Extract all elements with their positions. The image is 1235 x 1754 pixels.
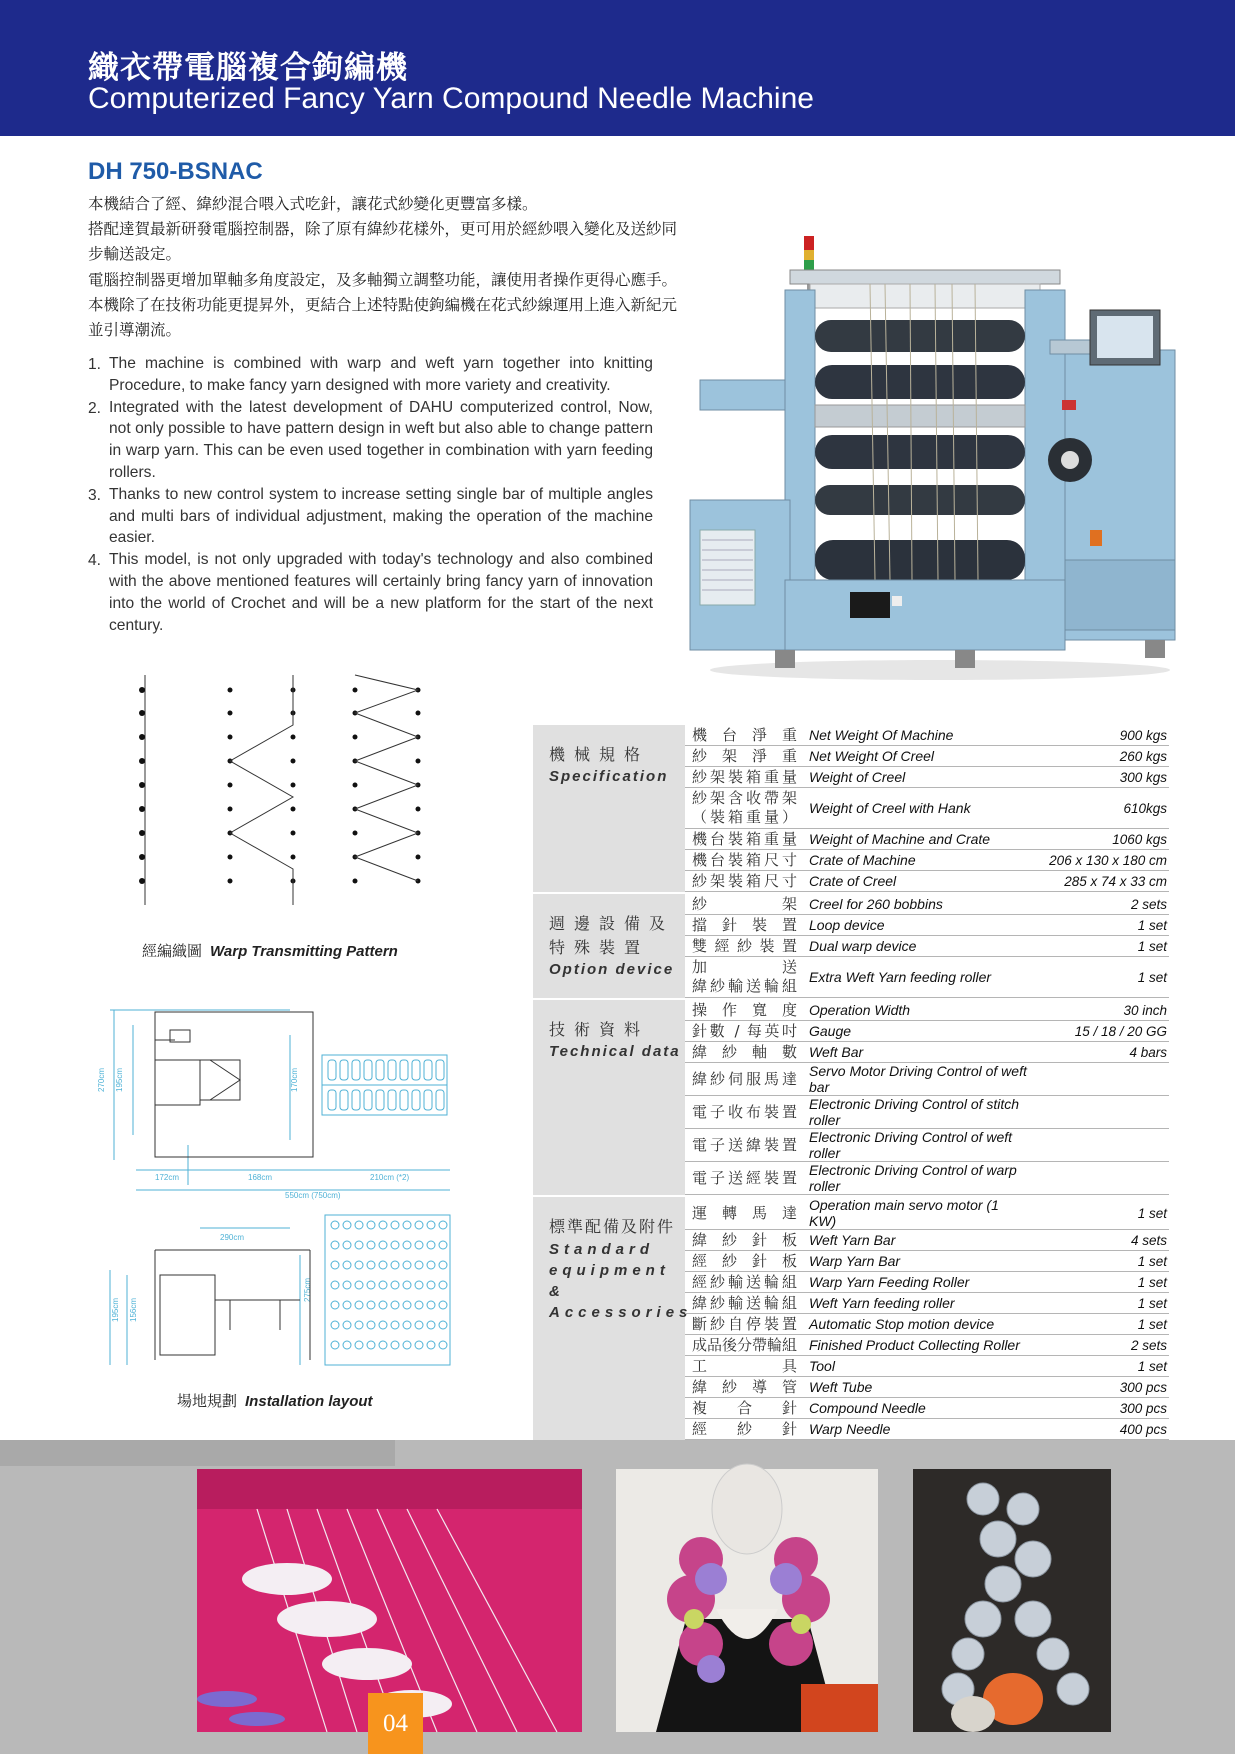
spec-row: 經紗針板 Warp Yarn Bar 1 set xyxy=(685,1251,1169,1272)
spec-category-option xyxy=(533,894,1169,1000)
spec-row: 紗架淨重 Net Weight Of Creel 260 kgs xyxy=(685,746,1169,767)
scarf-yarn-photo xyxy=(913,1469,1111,1732)
spec-row: 擋針裝置 Loop device 1 set xyxy=(685,915,1169,936)
spec-row: 緯紗輸送輪組 Weft Yarn feeding roller 1 set xyxy=(685,1293,1169,1314)
svg-text:156cm: 156cm xyxy=(129,1297,138,1322)
spec-row: 運轉馬達 Operation main servo motor (1 KW) 1 set xyxy=(685,1197,1169,1230)
category-en: Technical data xyxy=(549,1043,681,1060)
spec-row: 機台裝箱尺寸 Crate of Machine 206 x 130 x 180 cm xyxy=(685,850,1169,871)
svg-text:195cm: 195cm xyxy=(111,1297,120,1322)
intro-line: 本機除了在技術功能更提昇外，更結合上述特點使鉤編機在花式紗線運用上進入新紀元 xyxy=(88,295,678,314)
spec-row: 斷紗自停裝置 Automatic Stop motion device 1 set xyxy=(685,1314,1169,1335)
intro-line: 並引導潮流。 xyxy=(88,321,182,340)
spec-row: 緯紗導管 Weft Tube 300 pcs xyxy=(685,1377,1169,1398)
spec-row: 緯紗針板 Weft Yarn Bar 4 sets xyxy=(685,1230,1169,1251)
spec-row: 機台裝箱重量 Weight of Machine and Crate 1060 kgs xyxy=(685,829,1169,850)
model-number: DH 750-BSNAC xyxy=(88,158,263,185)
category-zh: 週邊設備及特殊裝置 xyxy=(549,914,675,957)
pattern-caption: 經編織圖 Warp Transmitting Pattern xyxy=(142,942,398,960)
spec-row: 經紗針 Warp Needle 400 pcs xyxy=(685,1419,1169,1440)
intro-line: 電腦控制器更增加單軸多角度設定，及多軸獨立調整功能，讓使用者操作更得心應手。 xyxy=(88,270,678,289)
svg-text:168cm: 168cm xyxy=(248,1173,273,1182)
category-zh: 機械規格 xyxy=(549,745,650,764)
feature-list xyxy=(88,353,653,636)
category-zh: 標準配備及附件 xyxy=(549,1217,676,1236)
svg-text:172cm: 172cm xyxy=(155,1173,180,1182)
spec-table xyxy=(533,725,1169,1463)
feature-item: 1. The machine is combined with warp and weft yarn together into knitting Procedure, to make fancy yarn designed with more variety and creativity. xyxy=(88,355,653,394)
dim-label: 270cm xyxy=(97,1067,106,1092)
svg-text:275cm: 275cm xyxy=(303,1277,312,1302)
svg-text:290cm: 290cm xyxy=(220,1233,245,1242)
spec-row: 成品後分帶輪組 Finished Product Collecting Roller 2 sets xyxy=(685,1335,1169,1356)
spec-row: 緯紗伺服馬達 Servo Motor Driving Control of weft bar xyxy=(685,1063,1169,1096)
scarf-mannequin-photo xyxy=(616,1469,878,1732)
spec-row: 雙經紗裝置 Dual warp device 1 set xyxy=(685,936,1169,957)
svg-text:195cm: 195cm xyxy=(115,1067,124,1092)
category-en: Specification xyxy=(549,768,669,785)
spec-category-standard xyxy=(533,1197,1169,1463)
category-en: Standard equipment & Accessories xyxy=(549,1241,693,1321)
spec-row: 加送 緯紗輸送輪組 Extra Weft Yarn feeding roller 1 set xyxy=(685,957,1169,998)
spec-row: 電子送緯裝置 Electronic Driving Control of weft roller xyxy=(685,1129,1169,1162)
feature-item: 3. Thanks to new control system to increase setting single bar of multiple angles and multi bars of individual adjustment, making the operation of the machine easier. xyxy=(88,485,653,547)
spec-row: 紗架含收帶架 （裝箱重量） Weight of Creel with Hank 610kgs xyxy=(685,788,1169,829)
spec-row: 工具 Tool 1 set xyxy=(685,1356,1169,1377)
warp-pattern-diagram xyxy=(110,665,440,915)
page-number-badge: 04 xyxy=(368,1693,423,1754)
spec-row: 緯紗軸數 Weft Bar 4 bars xyxy=(685,1042,1169,1063)
installation-layout-diagram xyxy=(97,1000,460,1375)
spec-row: 電子送經裝置 Electronic Driving Control of warp roller xyxy=(685,1162,1169,1195)
feature-item: 2. Integrated with the latest development of DAHU computerized control, Now, not only possible to have pattern design in weft but also able to change pattern in warp yarn. This can be even used together in combination with yarn feeding rollers. xyxy=(88,398,653,481)
svg-text:550cm (750cm): 550cm (750cm) xyxy=(285,1191,341,1200)
spec-category-specification xyxy=(533,725,1169,894)
spec-row: 針數 / 每英吋 Gauge 15 / 18 / 20 GG xyxy=(685,1021,1169,1042)
machine-photo xyxy=(690,230,1190,685)
intro-line: 搭配達賀最新研發電腦控制器，除了原有緯紗花樣外，更可用於經紗喂入變化及送紗同 xyxy=(88,220,678,239)
intro-line: 本機結合了經、緯紗混合喂入式吃針，讓花式紗變化更豐富多樣。 xyxy=(88,195,538,213)
spec-row: 紗架裝箱重量 Weight of Creel 300 kgs xyxy=(685,767,1169,788)
title-en: Computerized Fancy Yarn Compound Needle Machine xyxy=(88,82,814,115)
svg-text:210cm (*2): 210cm (*2) xyxy=(370,1173,410,1182)
spec-category-technical xyxy=(533,1000,1169,1197)
page-header xyxy=(0,0,1235,136)
spec-row: 紗架 Creel for 260 bobbins 2 sets xyxy=(685,894,1169,915)
feature-item: 4. This model, is not only upgraded with today's technology and also combined with the above mentioned features will certainly bring fancy yarn of innovation into the world of Crochet and will be a new platform for the start of the next century. xyxy=(88,551,653,634)
title-zh: 織衣帶電腦複合鉤編機 xyxy=(88,50,408,86)
spec-row: 經紗輸送輪組 Warp Yarn Feeding Roller 1 set xyxy=(685,1272,1169,1293)
svg-text:170cm: 170cm xyxy=(290,1067,299,1092)
layout-caption: 場地規劃 Installation layout xyxy=(177,1392,373,1410)
spec-row: 電子收布裝置 Electronic Driving Control of stitch roller xyxy=(685,1096,1169,1129)
spec-row: 操作寬度 Operation Width 30 inch xyxy=(685,1000,1169,1021)
spec-row: 複合針 Compound Needle 300 pcs xyxy=(685,1398,1169,1419)
category-en: Option device xyxy=(549,961,675,978)
spec-row: 紗架裝箱尺寸 Crate of Creel 285 x 74 x 33 cm xyxy=(685,871,1169,892)
category-zh: 技術資料 xyxy=(549,1020,650,1039)
intro-zh xyxy=(88,192,728,343)
intro-line: 步輸送設定。 xyxy=(88,245,182,264)
spec-row: 機台淨重 Net Weight Of Machine 900 kgs xyxy=(685,725,1169,746)
